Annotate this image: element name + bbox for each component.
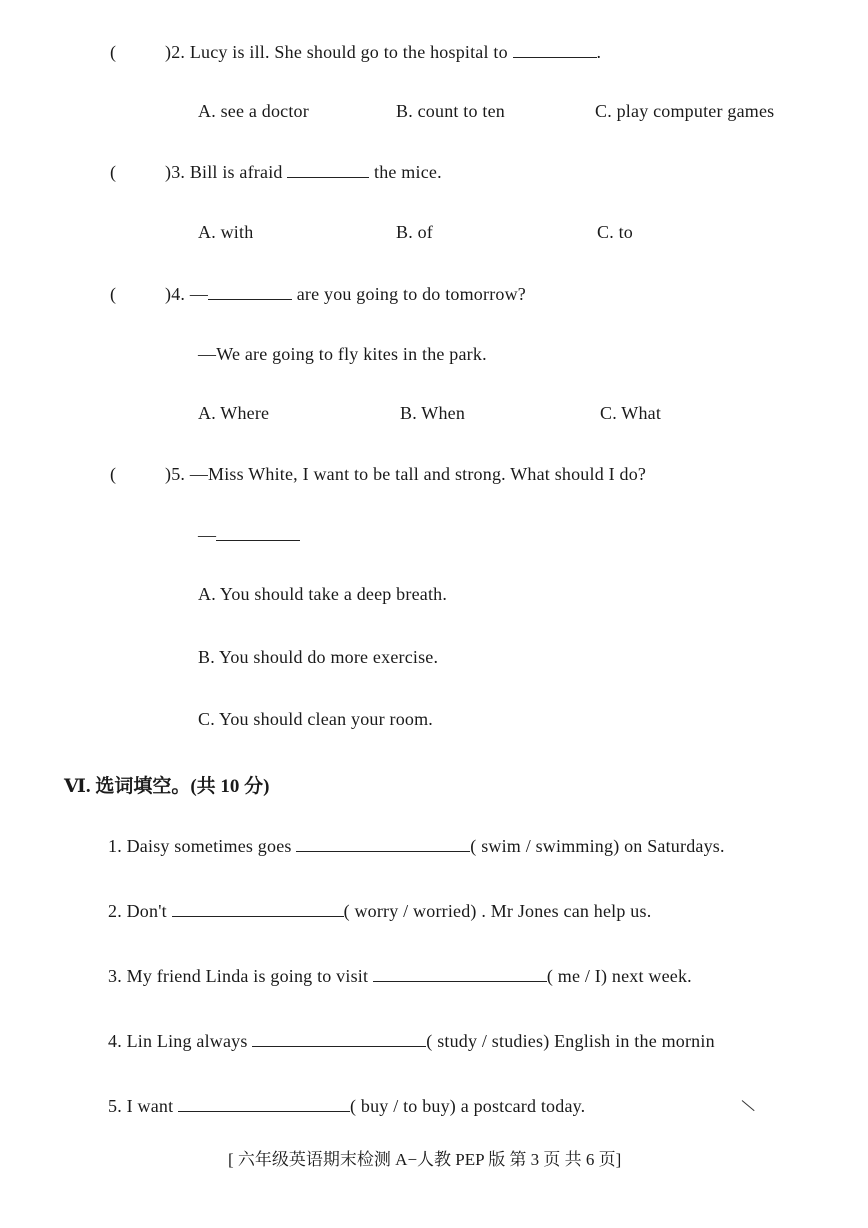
reply-line xyxy=(198,525,300,546)
option-b: B. You should do more exercise. xyxy=(198,647,439,667)
option-c: C. to xyxy=(597,222,634,242)
page-footer: [ 六年级英语期末检测 A−人教 PEP 版 第 3 页 共 6 页] xyxy=(228,1150,622,1169)
answer-paren-close: ) xyxy=(165,42,172,62)
question-2 xyxy=(165,42,601,63)
item-number: 5. xyxy=(108,1096,122,1116)
item-number: 2. xyxy=(108,901,122,921)
option-a: A. You should take a deep breath. xyxy=(198,584,448,604)
item-number: 4. xyxy=(108,1031,122,1051)
item-text: I want xyxy=(126,1096,174,1116)
option-b: B. count to ten xyxy=(396,101,505,121)
question-dash: — xyxy=(189,284,209,304)
answer-paren-open: ( xyxy=(110,162,116,182)
answer-blank[interactable] xyxy=(208,285,292,300)
dialogue-reply: —We are going to fly kites in the park. xyxy=(198,344,487,364)
answer-blank[interactable] xyxy=(287,163,369,178)
item-text: Daisy sometimes goes xyxy=(126,836,292,856)
answer-blank[interactable] xyxy=(252,1032,426,1047)
question-number: 5. xyxy=(171,464,186,484)
answer-paren-open: ( xyxy=(110,42,116,62)
question-text: Lucy is ill. She should go to the hospital to xyxy=(189,42,508,62)
question-text: Bill is afraid xyxy=(189,162,283,182)
answer-paren-open: ( xyxy=(110,464,116,484)
question-5 xyxy=(165,464,646,485)
question-number: 4. xyxy=(171,284,186,304)
fill-item-5 xyxy=(108,1096,585,1117)
answer-blank[interactable] xyxy=(216,526,300,541)
answer-blank[interactable] xyxy=(373,967,547,982)
stray-mark xyxy=(742,1100,755,1111)
answer-paren-close: ) xyxy=(165,162,172,182)
item-number: 3. xyxy=(108,966,122,986)
item-number: 1. xyxy=(108,836,122,856)
question-number: 2. xyxy=(171,42,186,62)
question-4 xyxy=(165,284,526,305)
reply-dash: — xyxy=(198,525,217,545)
section-title: Ⅵ. 选词填空。(共 10 分) xyxy=(64,776,270,797)
answer-blank[interactable] xyxy=(172,902,344,917)
fill-item-1 xyxy=(108,836,725,857)
item-text-end: ( buy / to buy) a postcard today. xyxy=(350,1096,586,1116)
item-text: Don't xyxy=(126,901,167,921)
item-text-end: ( me / I) next week. xyxy=(546,966,692,986)
answer-paren-close: ) xyxy=(165,464,172,484)
item-text-end: ( worry / worried) . Mr Jones can help us. xyxy=(343,901,652,921)
question-3 xyxy=(165,162,442,183)
option-a: A. with xyxy=(198,222,254,242)
option-b: B. When xyxy=(400,403,466,423)
fill-item-2 xyxy=(108,901,651,922)
question-number: 3. xyxy=(171,162,186,182)
option-c: C. What xyxy=(600,403,662,423)
answer-paren-close: ) xyxy=(165,284,172,304)
item-text: My friend Linda is going to visit xyxy=(126,966,369,986)
fill-item-3 xyxy=(108,966,692,987)
item-text: Lin Ling always xyxy=(126,1031,248,1051)
answer-paren-open: ( xyxy=(110,284,116,304)
option-c: C. play computer games xyxy=(595,101,775,121)
option-c: C. You should clean your room. xyxy=(198,709,433,729)
answer-blank[interactable] xyxy=(513,43,597,58)
answer-blank[interactable] xyxy=(178,1097,350,1112)
option-b: B. of xyxy=(396,222,433,242)
item-text-end: ( swim / swimming) on Saturdays. xyxy=(470,836,725,856)
question-text: are you going to do tomorrow? xyxy=(296,284,526,304)
question-text-end: . xyxy=(596,42,602,62)
item-text-end: ( study / studies) English in the mornin xyxy=(426,1031,715,1051)
fill-item-4 xyxy=(108,1031,808,1052)
question-text: —Miss White, I want to be tall and strong. What should I do? xyxy=(189,464,647,484)
question-text-end: the mice. xyxy=(374,162,442,182)
answer-blank[interactable] xyxy=(296,837,470,852)
option-a: A. Where xyxy=(198,403,270,423)
option-a: A. see a doctor xyxy=(198,101,309,121)
